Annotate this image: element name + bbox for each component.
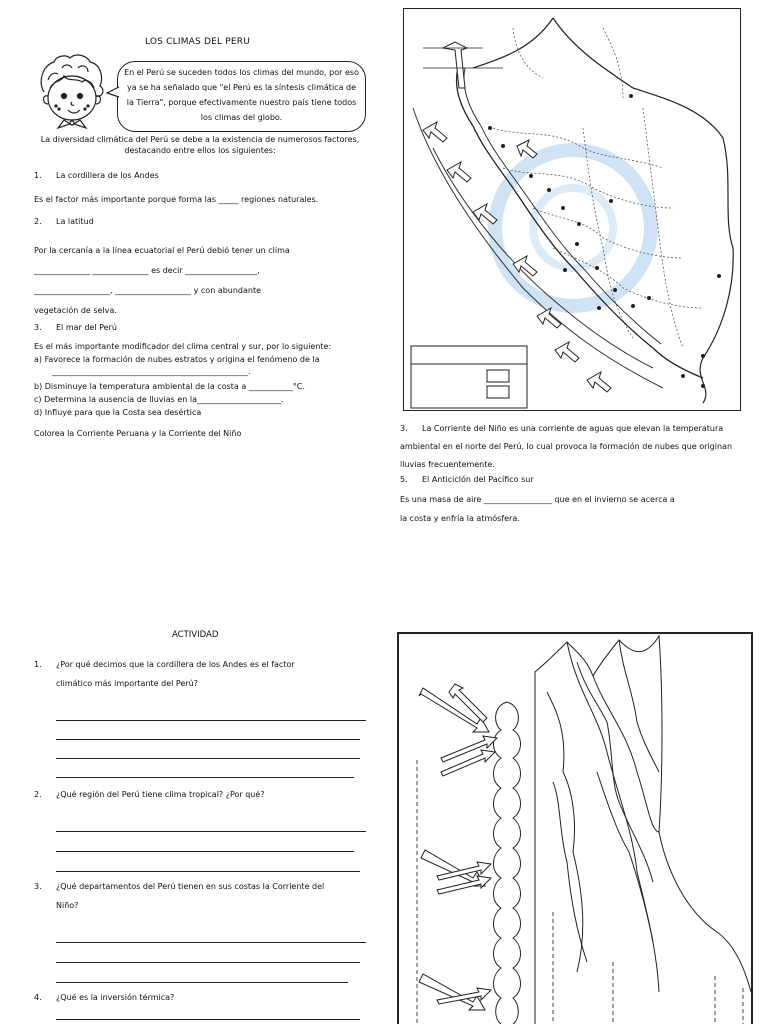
question-2-number: 2. [34,790,42,799]
question-3-line-2: Niño? [56,901,79,910]
factor-5-line-2: la costa y enfría la atmósfera. [400,514,520,523]
answer-line[interactable] [56,982,348,983]
factor-3-item-d: d) Influye para que la Costa sea desértica [34,408,202,417]
answer-line[interactable] [56,739,360,740]
answer-line[interactable] [56,851,354,852]
factor-1-heading [34,170,159,181]
question-2 [34,789,265,800]
bubble-text: En el Perú se suceden todos los climas del mundo, por eso ya se ha señalado que "el Perú es la síntesis climática de la Tierra", porque efectivamente nuestro país tiene todos los climas del globo. [124,68,359,122]
question-1-number: 1. [34,660,42,669]
question-3-line-1: ¿Qué departamentos del Perú tienen en sus costas la Corriente del [56,882,325,891]
factor-3-intro: Es el más importante modificador del clima central y sur, por lo siguiente: [34,342,332,351]
factor-2-line-3: ___________________, ___________________ y con abundante [34,286,262,295]
factor-2-title: La latitud [56,217,94,226]
answer-line[interactable] [56,720,366,721]
child-illustration-icon [34,52,114,134]
question-4-number: 4. [34,993,42,1002]
factor-1-number: 1. [34,171,42,180]
answer-line[interactable] [56,831,366,832]
factor-5-heading [400,474,534,485]
answer-line[interactable] [56,942,366,943]
factor-3-item-a: a) Favorece la formación de nubes estratos y origina el fenómeno de la [34,355,320,364]
question-1-line-2: climático más importante del Perú? [56,679,198,688]
colorea-instruction: Colorea la Corriente Peruana y la Corriente del Niño [34,429,242,438]
bubble-tail-icon [106,86,120,100]
factor-2-line-4: vegetación de selva. [34,306,117,315]
factor-3-item-a-blank: _________________________________________________. [52,367,251,376]
question-1-line-1: ¿Por qué decimos que la cordillera de los Andes es el factor [56,660,295,669]
factor-3b-text: La Corriente del Niño es una corriente de aguas que elevan la temperatura ambiental en el norte del Perú, lo cual provoca la formación de nubes que originan lluvias frecuentemente. [400,424,733,469]
andes-cross-section-icon [397,632,753,1024]
factor-3b-paragraph [400,420,740,474]
answer-line[interactable] [56,871,360,872]
factor-3-title: El mar del Perú [56,323,117,332]
answer-line[interactable] [56,758,360,759]
factor-1-title: La cordillera de los Andes [56,171,159,180]
factor-3-item-b: b) Disminuye la temperatura ambiental de la costa a ___________°C. [34,382,305,391]
factor-3-heading [34,322,117,333]
question-2-line-1: ¿Qué región del Perú tiene clima tropical? ¿Por qué? [56,790,265,799]
answer-line[interactable] [56,777,354,778]
factor-2-number: 2. [34,217,42,226]
question-1 [34,659,295,670]
activity-title: ACTIVIDAD [172,630,219,640]
factor-2-heading [34,216,94,227]
answer-line[interactable] [56,962,360,963]
factor-3-number: 3. [34,323,42,332]
page-title: LOS CLIMAS DEL PERU [145,37,251,47]
question-3 [34,881,324,892]
factor-3-item-c: c) Determina la ausencia de lluvias en la_____________________. [34,395,284,404]
factor-5-line-1: Es una masa de aire _________________ que en el invierno se acerca a [400,495,675,504]
question-4-line-1: ¿Qué es la inversión térmica? [56,993,175,1002]
speech-bubble [117,61,366,132]
answer-line[interactable] [56,1019,360,1020]
question-4 [34,992,174,1003]
factor-5-title: El Anticiclón del Pacífico sur [422,475,534,484]
factor-1-text: Es el factor más importante porque forma las _____ regiones naturales. [34,195,319,204]
factor-2-line-1: Por la cercanía a la línea ecuatorial el Perú debió tener un clima [34,246,290,255]
peru-map-icon [403,8,741,411]
factor-5-number: 5. [400,475,408,484]
factor-3b-number: 3. [400,424,408,433]
intro-paragraph: La diversidad climática del Perú se debe a la existencia de numerosos factores, destacando entre ellos los siguientes: [40,135,360,155]
factor-2-line-2: ______________ ______________ es decir __________________, [34,266,260,275]
question-3-number: 3. [34,882,42,891]
